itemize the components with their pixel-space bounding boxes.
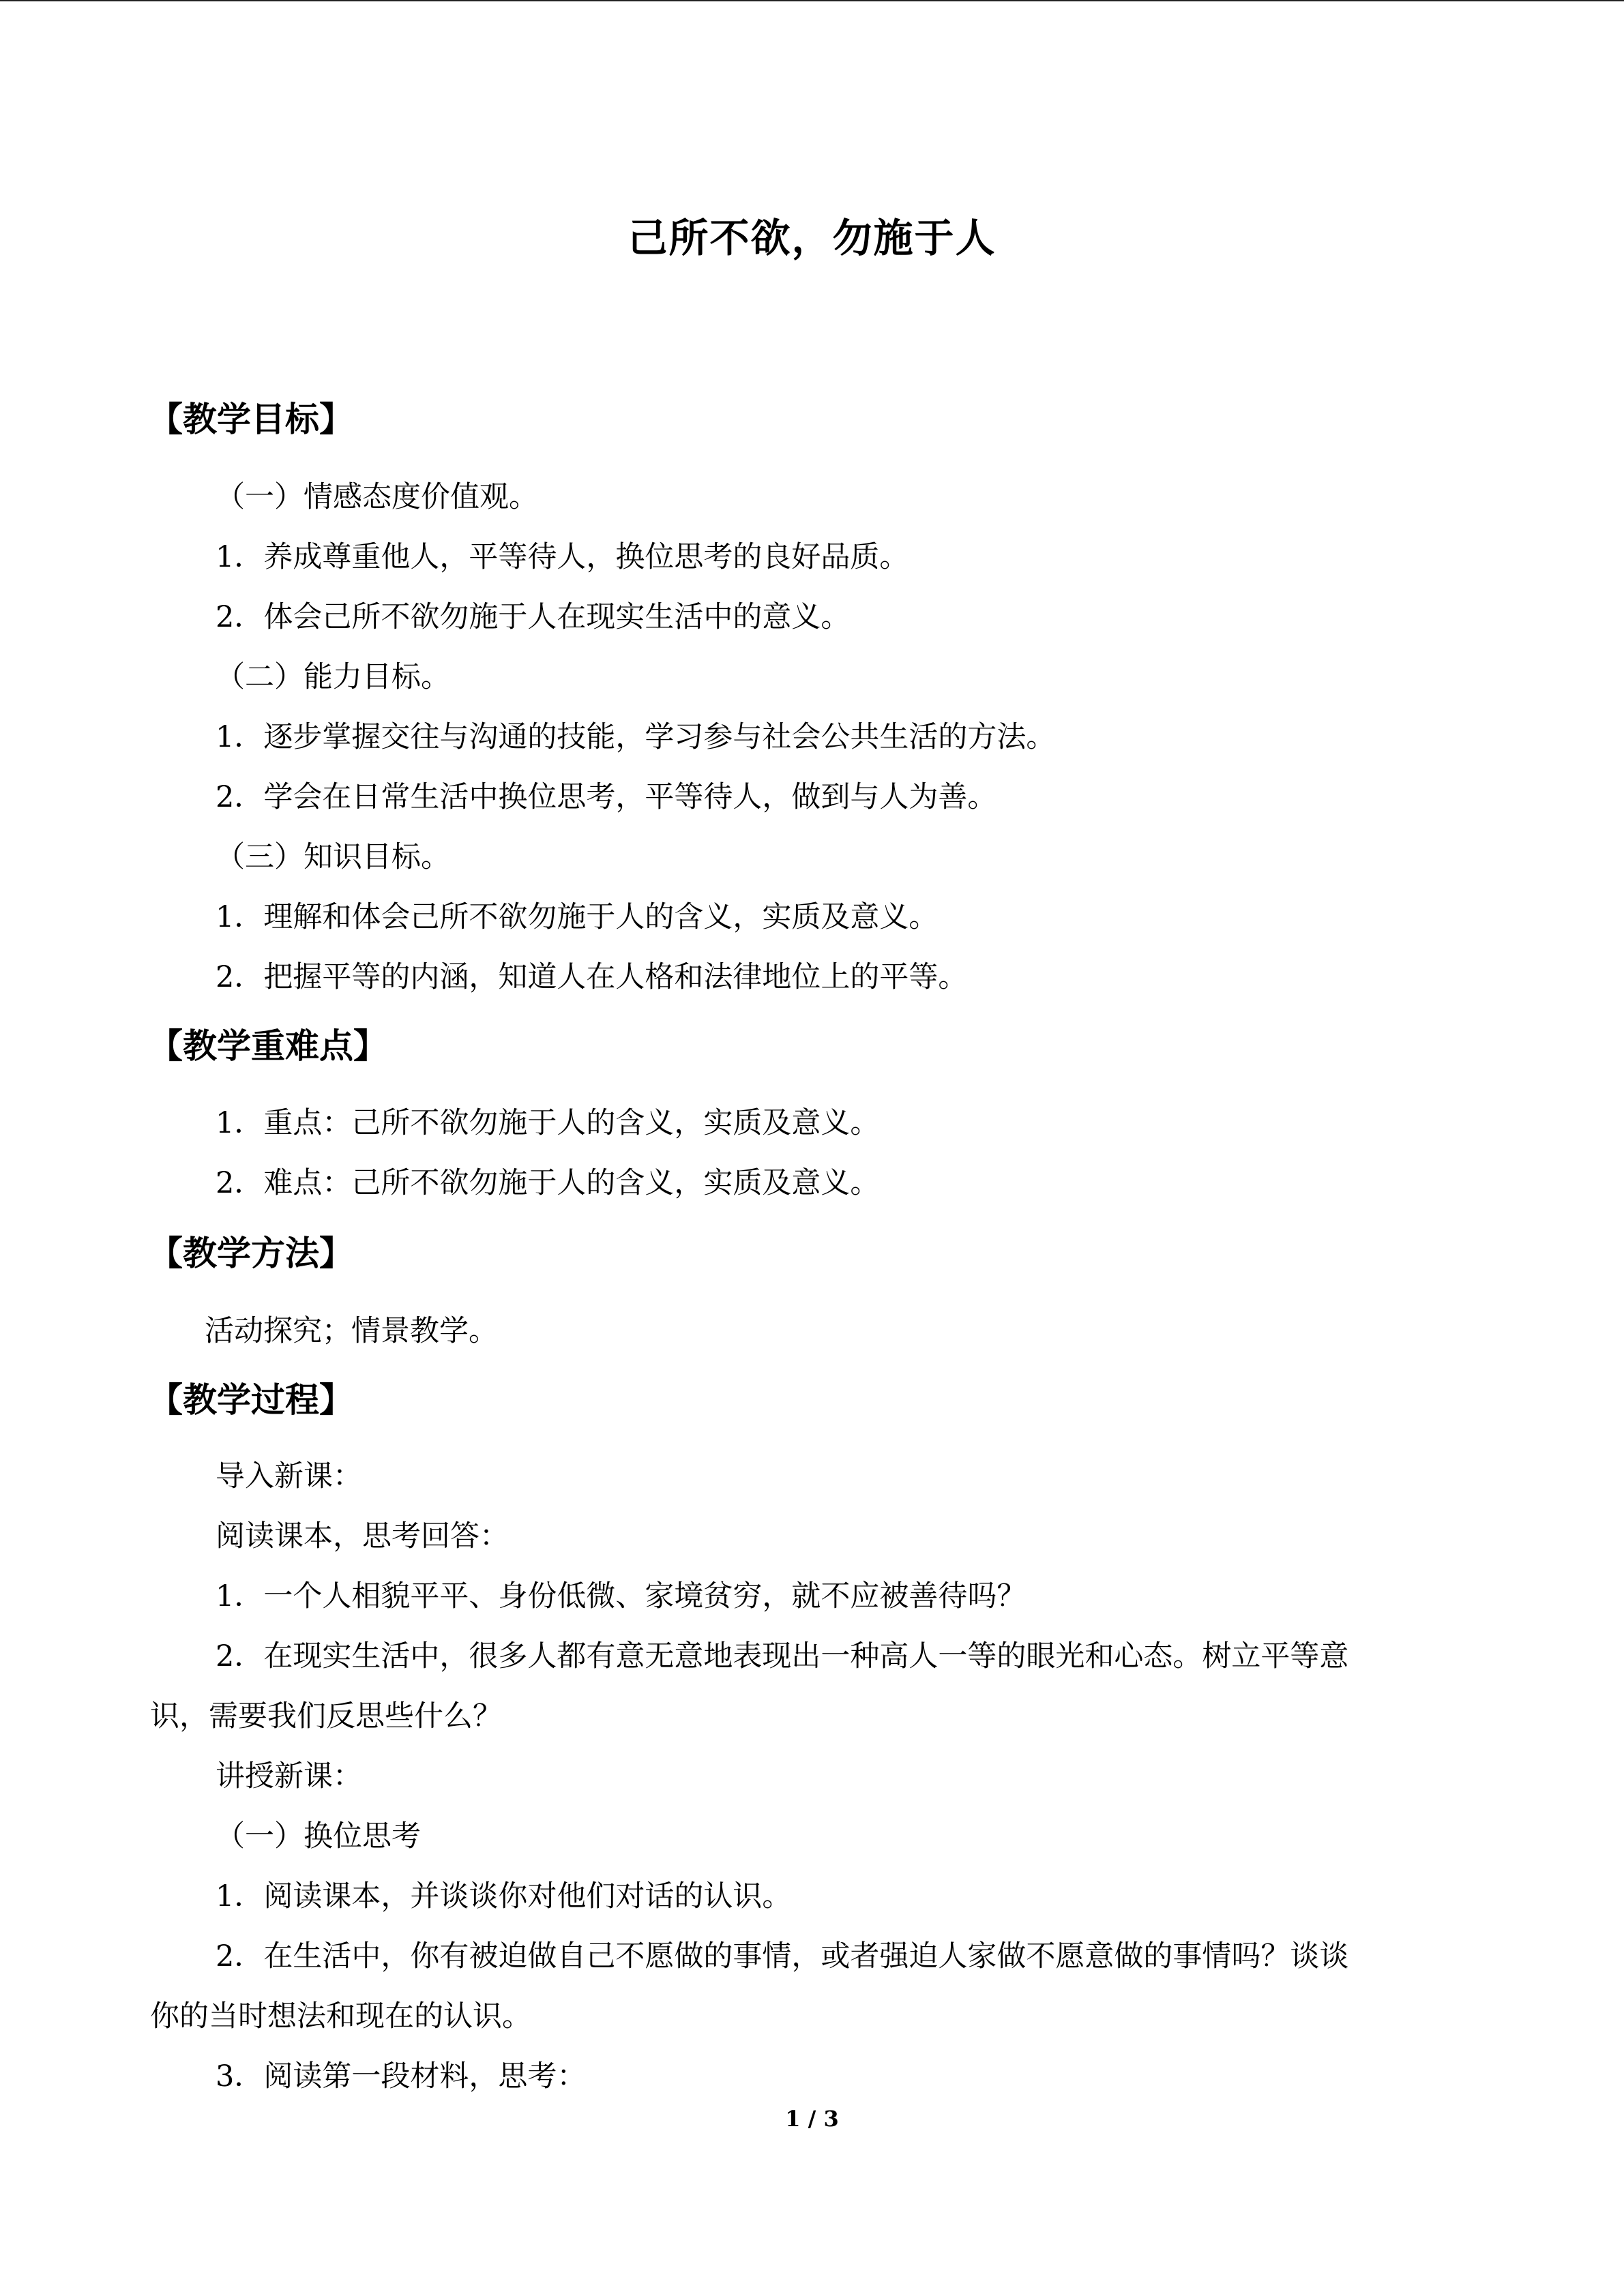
process-line-2: 阅读课本，思考回答：	[216, 1519, 509, 1553]
key-points-line-2: 2．难点：己所不欲勿施于人的含义，实质及意义。	[216, 1166, 880, 1200]
objectives-line-9: 2．把握平等的内涵，知道人在人格和法律地位上的平等。	[216, 960, 968, 994]
process-line-1: 导入新课：	[216, 1459, 362, 1493]
objectives-line-4: （二）能力目标。	[216, 660, 450, 694]
section-heading-methods: 【教学方法】	[149, 1233, 353, 1273]
section-heading-process: 【教学过程】	[149, 1380, 353, 1420]
process-line-3: 1．一个人相貌平平、身份低微、家境贫穷，就不应被善待吗？	[216, 1579, 1027, 1613]
objectives-line-6: 2．学会在日常生活中换位思考，平等待人，做到与人为善。	[216, 780, 997, 814]
key-points-line-1: 1．重点：己所不欲勿施于人的含义，实质及意义。	[216, 1106, 880, 1140]
methods-line-1: 活动探究；情景教学。	[205, 1314, 498, 1348]
objectives-line-8: 1．理解和体会己所不欲勿施于人的含义，实质及意义。	[216, 900, 939, 934]
process-line-5: 识，需要我们反思些什么？	[150, 1699, 502, 1733]
process-line-11: 3．阅读第一段材料，思考：	[216, 2059, 587, 2093]
process-line-9: 2．在生活中，你有被迫做自己不愿做的事情，或者强迫人家做不愿意做的事情吗？谈谈	[216, 1939, 1349, 1973]
document-title: 己所不欲，勿施于人	[628, 215, 996, 261]
process-line-8: 1．阅读课本，并谈谈你对他们对话的认识。	[216, 1879, 792, 1913]
process-line-4: 2．在现实生活中，很多人都有意无意地表现出一种高人一等的眼光和心态。树立平等意	[216, 1639, 1349, 1673]
page-number: 1 / 3	[785, 2106, 839, 2132]
process-line-6: 讲授新课：	[216, 1759, 362, 1793]
section-heading-key-points: 【教学重难点】	[149, 1026, 387, 1066]
objectives-line-3: 2．体会己所不欲勿施于人在现实生活中的意义。	[216, 600, 851, 634]
process-line-10: 你的当时想法和现在的认识。	[150, 1999, 531, 2033]
objectives-line-1: （一）情感态度价值观。	[216, 480, 538, 514]
objectives-line-5: 1．逐步掌握交往与沟通的技能，学习参与社会公共生活的方法。	[216, 720, 1056, 754]
process-line-7: （一）换位思考	[216, 1819, 421, 1853]
section-heading-objectives: 【教学目标】	[149, 399, 353, 439]
objectives-line-7: （三）知识目标。	[216, 840, 450, 874]
objectives-line-2: 1．养成尊重他人，平等待人，换位思考的良好品质。	[216, 540, 909, 574]
